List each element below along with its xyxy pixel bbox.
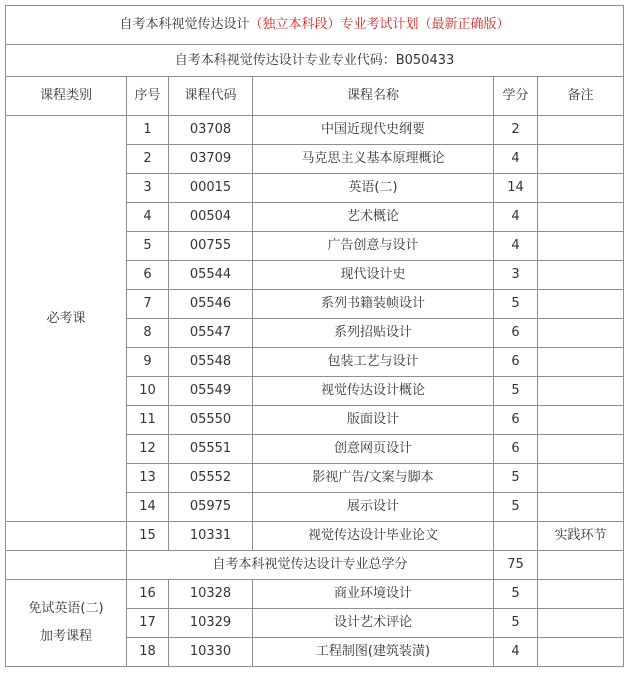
course-credit: 5: [494, 580, 538, 609]
course-code: 05546: [169, 290, 253, 319]
course-code: 05551: [169, 435, 253, 464]
course-no: 2: [127, 145, 169, 174]
course-no: 4: [127, 203, 169, 232]
category-extra-line2: 加考课程: [39, 629, 92, 644]
total-row: [6, 551, 624, 580]
course-name: 广告创意与设计: [253, 232, 494, 261]
header-code: 课程代码: [169, 77, 253, 116]
course-no: 3: [127, 174, 169, 203]
course-credit: 6: [494, 435, 538, 464]
course-remark: [538, 232, 624, 261]
exam-plan-table: [5, 5, 624, 667]
course-remark: [538, 145, 624, 174]
course-name: 视觉传达设计概论: [253, 377, 494, 406]
course-remark: 实践环节: [538, 522, 624, 551]
course-code: 00755: [169, 232, 253, 261]
course-code: 10328: [169, 580, 253, 609]
course-name: 系列招贴设计: [253, 319, 494, 348]
course-no: 18: [127, 638, 169, 667]
category-extra: [6, 580, 127, 667]
course-name: 现代设计史: [253, 261, 494, 290]
course-remark: [538, 638, 624, 667]
course-name: 影视广告/文案与脚本: [253, 464, 494, 493]
course-code: 03708: [169, 116, 253, 145]
course-credit: 5: [494, 464, 538, 493]
course-remark: [538, 203, 624, 232]
course-credit: 6: [494, 406, 538, 435]
category-blank: [6, 522, 127, 551]
course-no: 17: [127, 609, 169, 638]
course-remark: [538, 174, 624, 203]
course-credit: 5: [494, 609, 538, 638]
course-name: 英语(二): [253, 174, 494, 203]
course-credit: 5: [494, 493, 538, 522]
header-category: 课程类别: [6, 77, 127, 116]
course-remark: [538, 348, 624, 377]
course-no: 5: [127, 232, 169, 261]
course-code: 05548: [169, 348, 253, 377]
course-credit: 14: [494, 174, 538, 203]
course-code: 05975: [169, 493, 253, 522]
course-credit: 4: [494, 638, 538, 667]
total-label: 自考本科视觉传达设计专业总学分: [127, 551, 494, 580]
course-code: 05544: [169, 261, 253, 290]
course-code: 00504: [169, 203, 253, 232]
course-no: 12: [127, 435, 169, 464]
course-code: 10331: [169, 522, 253, 551]
course-remark: [538, 377, 624, 406]
course-remark: [538, 116, 624, 145]
course-remark: [538, 464, 624, 493]
course-remark: [538, 580, 624, 609]
title-prefix: 自考本科视觉传达设计: [119, 17, 250, 32]
header-name: 课程名称: [253, 77, 494, 116]
course-no: 1: [127, 116, 169, 145]
course-remark: [538, 435, 624, 464]
course-remark: [538, 493, 624, 522]
course-remark: [538, 261, 624, 290]
course-code: 05549: [169, 377, 253, 406]
course-remark: [538, 319, 624, 348]
header-remark: 备注: [538, 77, 624, 116]
category-extra-line1: 免试英语(二): [28, 601, 104, 616]
course-code: 05552: [169, 464, 253, 493]
course-code: 05547: [169, 319, 253, 348]
practice-row: [6, 522, 624, 551]
course-name: 商业环境设计: [253, 580, 494, 609]
course-name: 设计艺术评论: [253, 609, 494, 638]
course-name: 创意网页设计: [253, 435, 494, 464]
course-name: 包装工艺与设计: [253, 348, 494, 377]
course-credit: 3: [494, 261, 538, 290]
course-name: 系列书籍装帧设计: [253, 290, 494, 319]
course-no: 14: [127, 493, 169, 522]
course-credit: 4: [494, 232, 538, 261]
total-credit: 75: [494, 551, 538, 580]
course-code: 00015: [169, 174, 253, 203]
table-row: [6, 580, 624, 609]
course-credit: 6: [494, 319, 538, 348]
course-name: 展示设计: [253, 493, 494, 522]
course-name: 工程制图(建筑装潢): [253, 638, 494, 667]
header-row: [6, 77, 624, 116]
course-name: 艺术概论: [253, 203, 494, 232]
course-name: 马克思主义基本原理概论: [253, 145, 494, 174]
course-credit: 2: [494, 116, 538, 145]
page-title: [6, 6, 624, 45]
category-required: 必考课: [6, 116, 127, 522]
table-row: [6, 116, 624, 145]
course-no: 7: [127, 290, 169, 319]
course-no: 6: [127, 261, 169, 290]
course-no: 16: [127, 580, 169, 609]
course-code: 10329: [169, 609, 253, 638]
course-no: 10: [127, 377, 169, 406]
course-credit: 5: [494, 290, 538, 319]
course-credit: [494, 522, 538, 551]
course-remark: [538, 290, 624, 319]
course-no: 9: [127, 348, 169, 377]
course-credit: 4: [494, 203, 538, 232]
header-credit: 学分: [494, 77, 538, 116]
course-remark: [538, 406, 624, 435]
course-credit: 4: [494, 145, 538, 174]
total-remark: [538, 551, 624, 580]
course-no: 13: [127, 464, 169, 493]
course-credit: 5: [494, 377, 538, 406]
course-code: 10330: [169, 638, 253, 667]
course-no: 8: [127, 319, 169, 348]
course-no: 11: [127, 406, 169, 435]
major-code-row: [6, 45, 624, 77]
course-name: 中国近现代史纲要: [253, 116, 494, 145]
major-code: 自考本科视觉传达设计专业专业代码：B050433: [6, 45, 624, 77]
course-name: 视觉传达设计毕业论文: [253, 522, 494, 551]
course-credit: 6: [494, 348, 538, 377]
title-highlight: （独立本科段）专业考试计划（最新正确版）: [249, 17, 510, 32]
course-code: 03709: [169, 145, 253, 174]
course-code: 05550: [169, 406, 253, 435]
category-blank: [6, 551, 127, 580]
course-name: 版面设计: [253, 406, 494, 435]
header-no: 序号: [127, 77, 169, 116]
course-remark: [538, 609, 624, 638]
course-no: 15: [127, 522, 169, 551]
title-row: [6, 6, 624, 45]
